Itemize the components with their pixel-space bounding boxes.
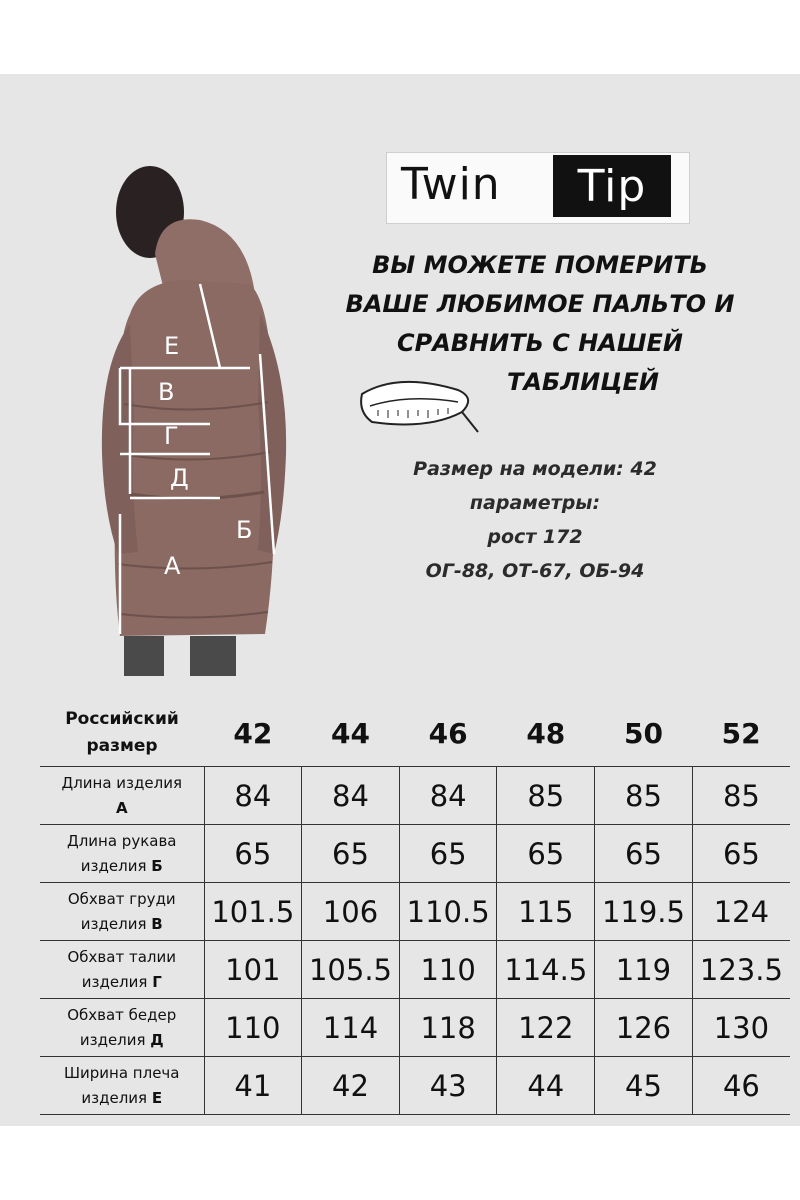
row-letter: Г bbox=[152, 972, 162, 991]
model-info bbox=[380, 452, 690, 588]
row-label: Длина рукава изделия Б bbox=[40, 825, 204, 883]
table-cell: 106 bbox=[302, 883, 400, 941]
size-header-row bbox=[40, 700, 790, 767]
table-cell: 114 bbox=[302, 999, 400, 1057]
table-cell: 110 bbox=[204, 999, 302, 1057]
model-height-line: рост 172 bbox=[487, 526, 583, 548]
label-d: Д bbox=[170, 464, 189, 492]
table-row bbox=[40, 999, 790, 1057]
size-header-cell: 48 bbox=[526, 716, 566, 750]
coat-illustration bbox=[60, 154, 300, 684]
table-cell: 84 bbox=[204, 767, 302, 825]
logo-tip-text: Tip bbox=[553, 155, 671, 217]
coat-body bbox=[115, 280, 274, 636]
table-cell: 122 bbox=[497, 999, 595, 1057]
label-a: А bbox=[164, 552, 181, 580]
table-cell: 41 bbox=[204, 1057, 302, 1115]
table-cell: 110 bbox=[399, 941, 497, 999]
label-b: Б bbox=[236, 516, 253, 544]
row-letter: Д bbox=[150, 1030, 164, 1049]
row-letter: Б bbox=[151, 856, 163, 875]
table-cell: 65 bbox=[302, 825, 400, 883]
table-row bbox=[40, 1057, 790, 1115]
table-cell: 45 bbox=[595, 1057, 693, 1115]
table-row bbox=[40, 767, 790, 825]
row-label: Ширина плеча изделия Е bbox=[40, 1057, 204, 1115]
table-cell: 101.5 bbox=[204, 883, 302, 941]
table-cell: 119.5 bbox=[595, 883, 693, 941]
row-letter: В bbox=[151, 914, 163, 933]
table-cell: 101 bbox=[204, 941, 302, 999]
headline-line-2: ВАШЕ ЛЮБИМОЕ ПАЛЬТО И bbox=[345, 290, 735, 318]
table-cell: 85 bbox=[497, 767, 595, 825]
table-cell: 43 bbox=[399, 1057, 497, 1115]
table-cell: 110.5 bbox=[399, 883, 497, 941]
row-label: Обхват груди изделия В bbox=[40, 883, 204, 941]
model-size-line: Размер на модели: 42 bbox=[413, 458, 657, 480]
table-cell: 114.5 bbox=[497, 941, 595, 999]
table-row bbox=[40, 825, 790, 883]
table-cell: 44 bbox=[497, 1057, 595, 1115]
size-header-cell: 46 bbox=[428, 716, 468, 750]
table-cell: 85 bbox=[595, 767, 693, 825]
table-cell: 65 bbox=[399, 825, 497, 883]
table-row bbox=[40, 941, 790, 999]
model-params-label: параметры: bbox=[469, 492, 601, 514]
table-cell: 119 bbox=[595, 941, 693, 999]
table-cell: 84 bbox=[302, 767, 400, 825]
headline-line-4: ТАБЛИЦЕЙ bbox=[506, 368, 659, 396]
brand-logo bbox=[386, 152, 690, 224]
table-cell: 124 bbox=[692, 883, 790, 941]
model-measurements-line: ОГ-88, ОТ-67, ОБ-94 bbox=[425, 560, 645, 582]
table-cell: 115 bbox=[497, 883, 595, 941]
table-cell: 123.5 bbox=[692, 941, 790, 999]
size-header-cell: 52 bbox=[721, 716, 761, 750]
table-cell: 130 bbox=[692, 999, 790, 1057]
row-label: Обхват талии изделия Г bbox=[40, 941, 204, 999]
size-header-label: Российский размер bbox=[65, 709, 179, 756]
table-cell: 65 bbox=[692, 825, 790, 883]
headline-line-3: СРАВНИТЬ С НАШЕЙ bbox=[396, 329, 684, 357]
table-cell: 84 bbox=[399, 767, 497, 825]
headline-line-1: ВЫ МОЖЕТЕ ПОМЕРИТЬ bbox=[372, 251, 708, 279]
table-cell: 65 bbox=[497, 825, 595, 883]
row-label: Обхват бедер изделия Д bbox=[40, 999, 204, 1057]
label-e: Е bbox=[164, 332, 180, 360]
model-figure bbox=[60, 154, 300, 684]
label-v: В bbox=[158, 378, 175, 406]
table-cell: 42 bbox=[302, 1057, 400, 1115]
table-cell: 118 bbox=[399, 999, 497, 1057]
row-label: Длина изделия А bbox=[40, 767, 204, 825]
table-cell: 65 bbox=[595, 825, 693, 883]
table-cell: 85 bbox=[692, 767, 790, 825]
table-cell: 46 bbox=[692, 1057, 790, 1115]
table-cell: 126 bbox=[595, 999, 693, 1057]
size-table-body bbox=[40, 767, 790, 1115]
table-cell: 65 bbox=[204, 825, 302, 883]
logo-twin-text: Twin bbox=[401, 159, 501, 210]
table-cell: 105.5 bbox=[302, 941, 400, 999]
row-letter: Е bbox=[151, 1088, 163, 1107]
size-table bbox=[40, 700, 790, 1115]
table-row bbox=[40, 883, 790, 941]
label-g: Г bbox=[164, 422, 179, 450]
size-header-cell: 50 bbox=[623, 716, 663, 750]
content-panel bbox=[0, 74, 800, 1126]
row-letter: А bbox=[115, 798, 128, 817]
tape-measure-icon bbox=[358, 372, 480, 438]
size-header-cell: 44 bbox=[331, 716, 370, 750]
size-header-cell: 42 bbox=[233, 716, 273, 750]
